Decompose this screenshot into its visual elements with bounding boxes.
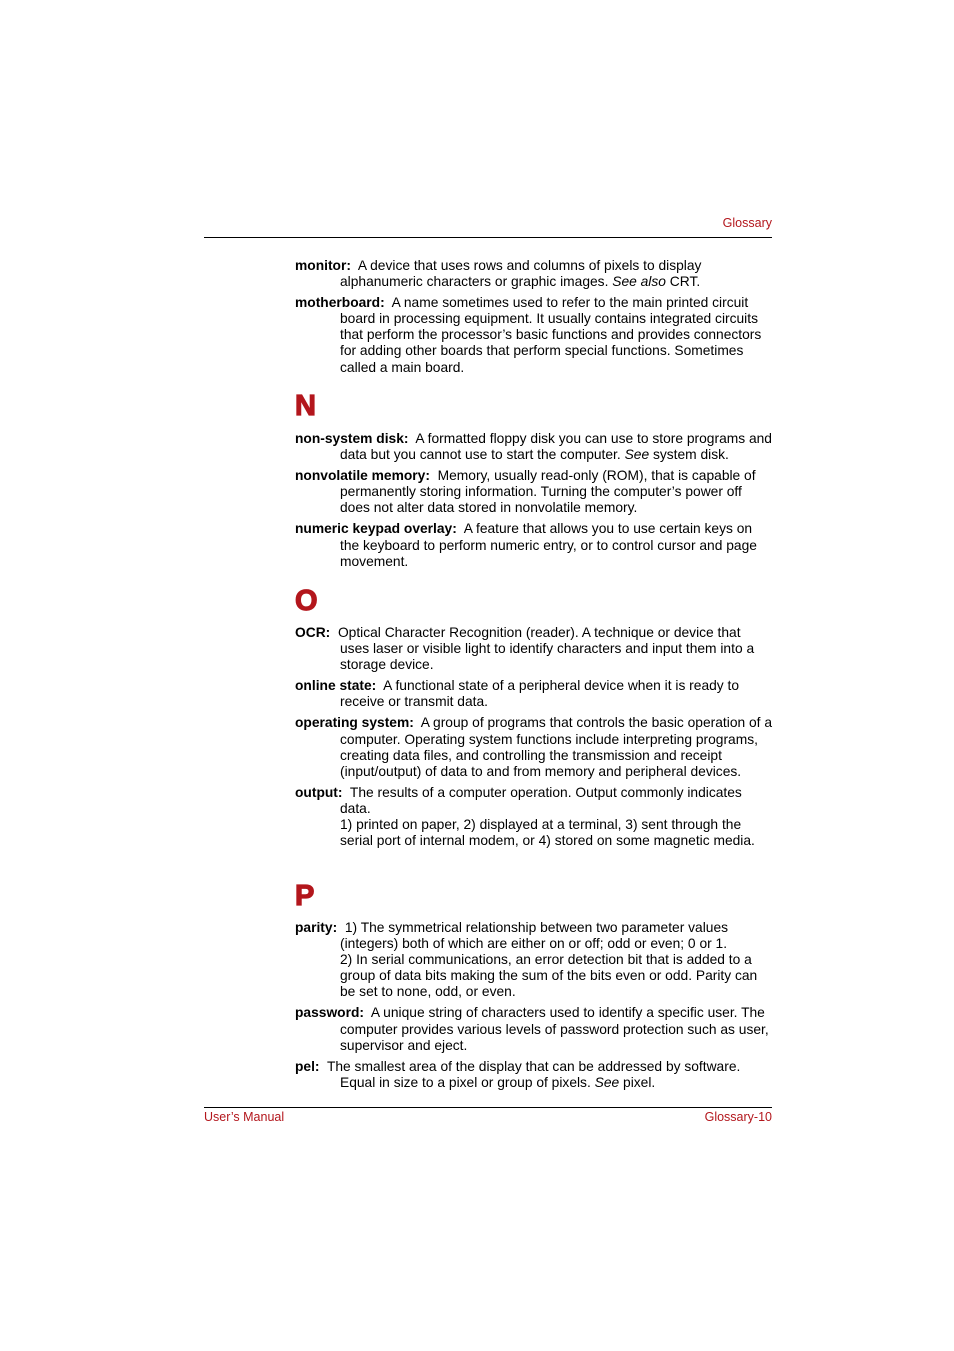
section-letter-p: P — [295, 880, 315, 912]
entry-definition-continued: 2) In serial communications, an error detection bit that is added to a group of data bits making the sum of the bits even or odd. Parity can be set to none, odd, or even. — [340, 952, 758, 1000]
cross-reference: pixel. — [623, 1074, 656, 1090]
entry-definition: A group of programs that controls the basic operation of a computer. Operating system functions include interpreting programs, creating data files, and controlling the transmission and receipt (input/output) of data to and from memory and peripheral devices. — [340, 715, 773, 779]
glossary-group-m — [295, 258, 773, 381]
glossary-entry-nonvolatile-memory — [295, 468, 773, 516]
entry-definition: The results of a computer operation. Output commonly indicates data. — [340, 784, 742, 816]
entry-definition: A name sometimes used to refer to the main printed circuit board in processing equipment. It usually contains integrated circuits that perform the processor’s basic functions and provides connectors for adding other boards that perform special functions. Sometimes called a main board. — [340, 295, 762, 375]
entry-term: operating system: — [295, 715, 414, 731]
glossary-entry-ocr — [295, 625, 773, 673]
glossary-entry-monitor — [295, 258, 773, 290]
entry-term: non-system disk: — [295, 431, 409, 446]
glossary-group-o — [295, 625, 773, 854]
glossary-entry-numeric-keypad-overlay — [295, 521, 773, 569]
glossary-group-p — [295, 920, 773, 1096]
glossary-entry-motherboard — [295, 295, 773, 375]
glossary-entry-online-state — [295, 678, 773, 710]
glossary-entry-password — [295, 1005, 773, 1053]
entry-definition: A unique string of characters used to identify a specific user. The computer provides various levels of password protection such as user, supervisor and eject. — [340, 1005, 769, 1053]
entry-term: pel: — [295, 1058, 320, 1074]
see-label: See — [624, 447, 650, 463]
glossary-entry-output — [295, 785, 773, 849]
entry-term: password: — [295, 1005, 364, 1021]
entry-definition-continued: 1) printed on paper, 2) displayed at a terminal, 3) sent through the serial port of internal modem, or 4) stored on some magnetic media. — [340, 817, 755, 849]
running-header: Glossary — [722, 216, 772, 230]
entry-definition: Optical Character Recognition (reader). A technique or device that uses laser or visible light to identify characters and input them into a storage device. — [337, 625, 755, 673]
entry-term: motherboard: — [295, 295, 385, 311]
glossary-entry-non-system-disk — [295, 431, 773, 463]
header-rule — [204, 237, 772, 238]
section-letter-n: N — [295, 390, 316, 422]
entry-definition: A device that uses rows and columns of pixels to display alphanumeric characters or graphic images. — [340, 258, 702, 290]
glossary-group-n — [295, 431, 773, 575]
see-label: See — [594, 1074, 620, 1090]
entry-definition: 1) The symmetrical relationship between two parameter values (integers) both of which are either on or off; odd or even; 0 or 1. — [340, 920, 729, 952]
entry-term: output: — [295, 784, 343, 800]
entry-term: online state: — [295, 678, 377, 694]
glossary-entry-operating-system — [295, 715, 773, 779]
entry-term: monitor: — [295, 258, 351, 273]
entry-definition: Memory, usually read-only (ROM), that is capable of permanently storing information. Turning the computer’s power off does not alter data stored in nonvolatile memory. — [340, 468, 756, 516]
glossary-entry-parity — [295, 920, 773, 1000]
entry-definition: A functional state of a peripheral device when it is ready to receive or transmit data. — [340, 678, 740, 710]
cross-reference: system disk. — [652, 447, 729, 463]
entry-definition: The smallest area of the display that can be addressed by software. Equal in size to a pixel or group of pixels. — [326, 1058, 741, 1090]
page-number: Glossary-10 — [704, 1110, 772, 1124]
entry-term: nonvolatile memory: — [295, 468, 430, 484]
entry-definition: A feature that allows you to use certain keys on the keyboard to perform numeric entry, or to control cursor and page movement. — [340, 521, 757, 569]
entry-definition: A formatted floppy disk you can use to store programs and data but you cannot use to start the computer. — [340, 431, 772, 463]
section-letter-o: O — [295, 585, 318, 617]
footer-manual-title: User’s Manual — [204, 1110, 285, 1124]
footer-rule — [204, 1107, 772, 1108]
entry-term: parity: — [295, 920, 338, 935]
entry-term: numeric keypad overlay: — [295, 521, 457, 537]
see-also-label: See also — [612, 274, 666, 290]
cross-reference: CRT. — [669, 274, 701, 290]
glossary-entry-pel — [295, 1059, 773, 1091]
entry-term: OCR: — [295, 625, 331, 640]
